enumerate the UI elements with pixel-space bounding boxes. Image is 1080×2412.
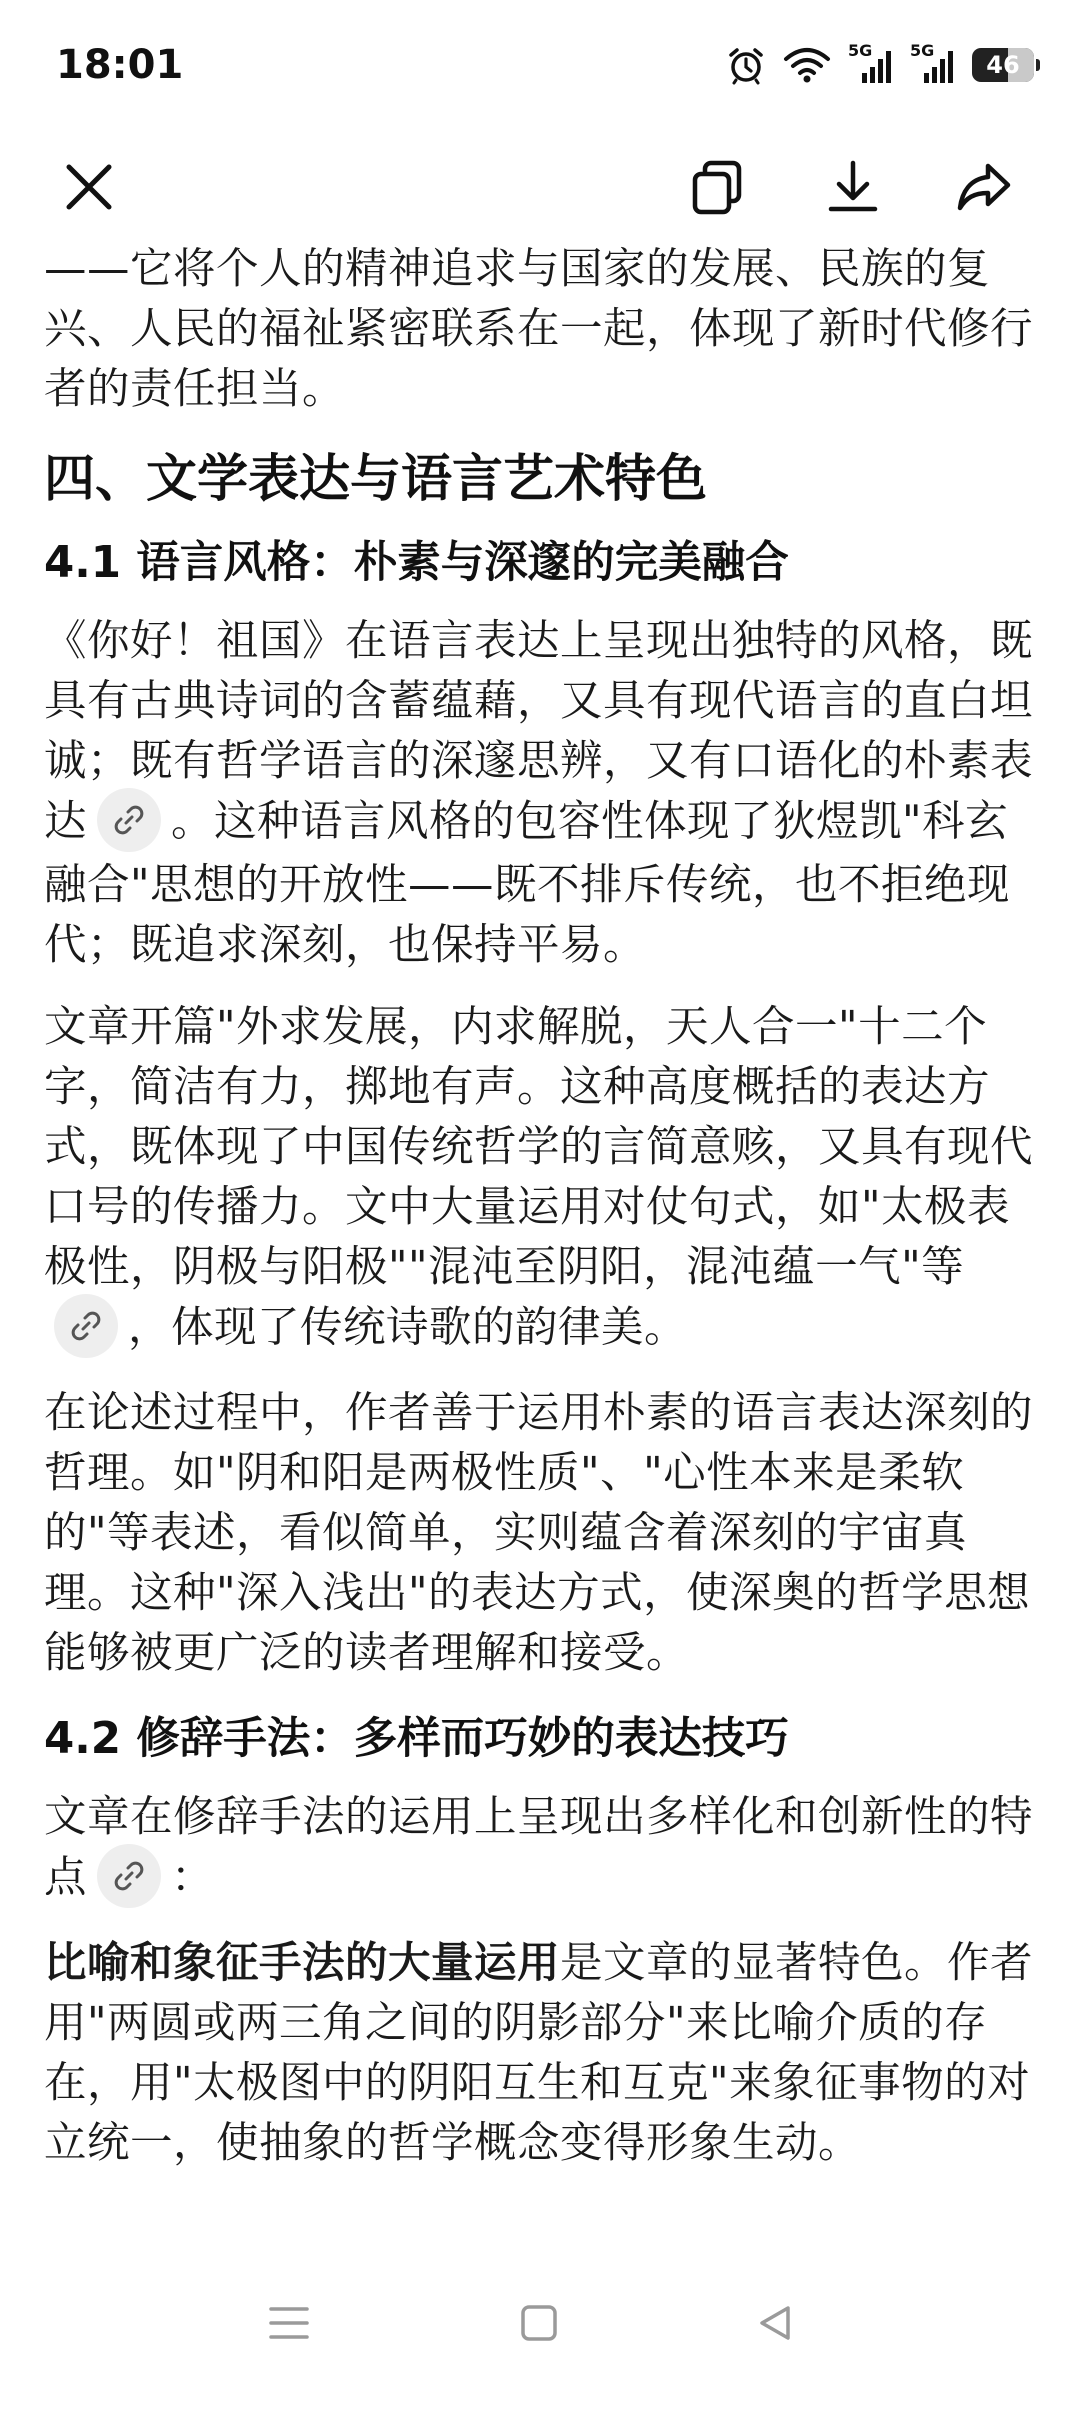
- status-bar: [0, 0, 1080, 130]
- paragraph-text: 是文章的显著特色。作者用"两圆或两三角之间的阴影部分"来比喻介质的存在，用"太极图中的阴阳互生和互克"来象征事物的对立统一，使抽象的哲学概念变得形象生动。: [44, 1939, 1034, 2168]
- battery-icon: [972, 48, 1034, 82]
- system-navigation-bar: [0, 2230, 1080, 2412]
- close-icon: [61, 159, 117, 215]
- menu-button[interactable]: [254, 2288, 324, 2358]
- emphasis-text: 比喻和象征手法的大量运用: [44, 1939, 561, 1988]
- subsection-title-4-2: 4.2 修辞手法：多样而巧妙的表达技巧: [44, 1714, 789, 1764]
- download-button[interactable]: [818, 152, 888, 222]
- network-type-label: 5G: [910, 41, 935, 60]
- paragraph-argument: 在论述过程中，作者善于运用朴素的语言表达深刻的哲理。如"阴和阳是两极性质"、"心性本来是柔软的"等表述，看似简单，实则蕴含着深刻的宇宙真理。这种"深入浅出"的表达方式，使深奥的哲学思想能够被更广泛的读者理解和接受。: [44, 1389, 1034, 1678]
- home-button[interactable]: [504, 2288, 574, 2358]
- intro-paragraph: ——它将个人的精神追求与国家的发展、民族的复兴、人民的福祉紧密联系在一起，体现了新时代修行者的责任担当。: [44, 245, 1034, 414]
- toolbar: [0, 130, 1080, 240]
- paragraph-text: ，体现了传统诗歌的韵律美。: [128, 1303, 688, 1353]
- paragraph-metaphor: [44, 1934, 1034, 2174]
- alarm-icon: [726, 45, 766, 85]
- paragraph-rhetoric: [44, 1788, 1034, 1912]
- citation-link-button[interactable]: [54, 1294, 118, 1358]
- paragraph-text: 。这种语言风格的包容性体现了狄煜凯"科玄融合"思想的开放性——既不排斥传统，也不拒绝现代；既追求深刻，也保持平易。: [44, 797, 1011, 970]
- status-time: 18:01: [56, 42, 184, 88]
- copy-button[interactable]: [682, 152, 752, 222]
- home-icon: [518, 2302, 560, 2344]
- section-title: 四、文学表达与语言艺术特色: [44, 450, 708, 509]
- citation-link-button[interactable]: [97, 788, 161, 852]
- subsection-title-4-1: 4.1 语言风格：朴素与深邃的完美融合: [44, 538, 789, 588]
- paragraph-text: 文章在修辞手法的运用上呈现出多样化和创新性的特点: [44, 1793, 1034, 1903]
- link-icon: [111, 1858, 147, 1894]
- signal-5g-icon: [848, 41, 894, 85]
- copy-icon: [687, 157, 747, 217]
- paragraph-text: 文章开篇"外求发展，内求解脱，天人合一"十二个字，简洁有力，掷地有声。这种高度概括的表达方式，既体现了中国传统哲学的言简意赅，又具有现代口号的传播力。文中大量运用对仗句式，如"太极表极性，阴极与阳极""混沌至阴阳，混沌蕴一气"等: [44, 1003, 1034, 1292]
- network-type-label: 5G: [848, 41, 873, 60]
- paragraph-language-style: [44, 612, 1034, 976]
- battery-level: 46: [986, 51, 1020, 79]
- wifi-icon: [782, 45, 832, 85]
- menu-icon: [267, 2303, 311, 2343]
- paragraph-text: ：: [171, 1853, 215, 1903]
- article-content: [44, 240, 1034, 2230]
- share-button[interactable]: [950, 152, 1020, 222]
- citation-link-button[interactable]: [97, 1844, 161, 1908]
- back-icon: [754, 2302, 796, 2344]
- close-button[interactable]: [54, 152, 124, 222]
- signal-5g-icon: [910, 41, 956, 85]
- back-button[interactable]: [740, 2288, 810, 2358]
- link-icon: [111, 802, 147, 838]
- paragraph-text: 《你好！祖国》在语言表达上呈现出独特的风格，既具有古典诗词的含蓄蕴藉，又具有现代语言的直白坦诚；既有哲学语言的深邃思辨，又有口语化的朴素表达: [44, 617, 1034, 847]
- share-icon: [954, 156, 1016, 218]
- paragraph-opening: [44, 998, 1034, 1362]
- status-icons: [726, 41, 1034, 85]
- download-icon: [823, 157, 883, 217]
- link-icon: [68, 1308, 104, 1344]
